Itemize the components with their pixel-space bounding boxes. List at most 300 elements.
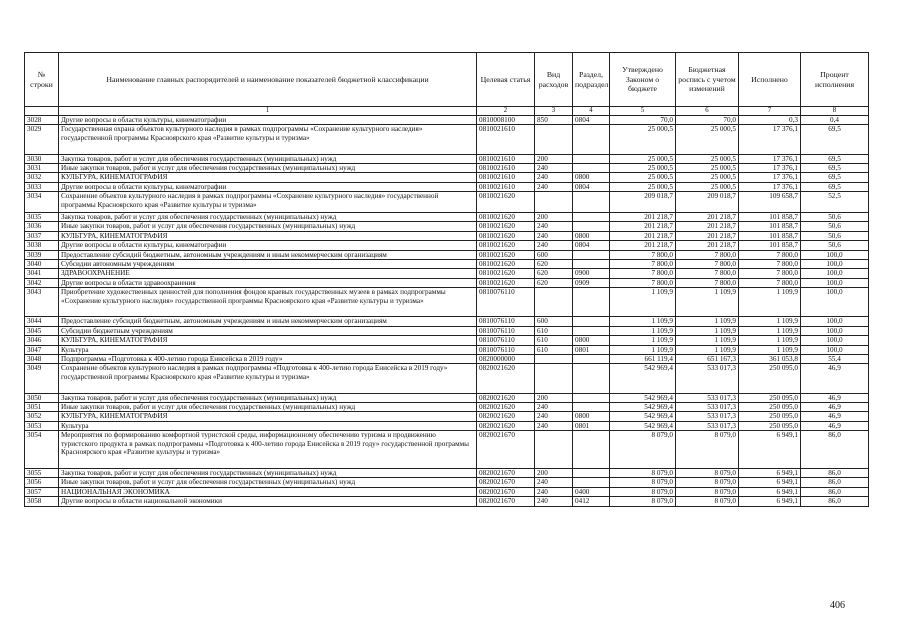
row-expense-type: 620 — [535, 269, 573, 278]
row-approved: 25 000,5 — [610, 154, 676, 163]
column-numbers-row — [25, 107, 869, 116]
column-number — [25, 107, 59, 116]
row-budget: 1 109,9 — [676, 345, 739, 354]
row-expense-type: 240 — [535, 222, 573, 231]
table-row — [25, 345, 869, 354]
row-percent: 50,6 — [801, 231, 869, 240]
row-section — [573, 364, 610, 393]
table-row — [25, 154, 869, 163]
row-name: Другие вопросы в области здравоохранения — [59, 278, 477, 287]
row-expense-type: 620 — [535, 260, 573, 269]
row-approved: 1 109,9 — [610, 288, 676, 317]
header-budget: Бюджетная роспись с учетом изменений — [676, 53, 739, 107]
row-number: 3058 — [25, 497, 59, 506]
row-executed: 1 109,9 — [739, 288, 801, 317]
header-target: Целевая статья — [477, 53, 535, 107]
row-section — [573, 431, 610, 469]
row-name: Закупка товаров, работ и услуг для обеспечения государственных (муниципальных) нужд — [59, 154, 477, 163]
row-approved: 8 079,0 — [610, 497, 676, 506]
column-number: 2 — [477, 107, 535, 116]
table-row — [25, 403, 869, 412]
row-section: 0400 — [573, 487, 610, 496]
row-number: 3049 — [25, 364, 59, 393]
row-expense-type: 240 — [535, 241, 573, 250]
row-executed: 101 858,7 — [739, 231, 801, 240]
row-executed: 1 109,9 — [739, 326, 801, 335]
row-budget: 533 017,3 — [676, 412, 739, 421]
row-approved: 201 218,7 — [610, 222, 676, 231]
table-row — [25, 497, 869, 506]
table-row — [25, 213, 869, 222]
row-section — [573, 154, 610, 163]
row-budget: 201 218,7 — [676, 222, 739, 231]
column-number: 5 — [610, 107, 676, 116]
row-number: 3048 — [25, 355, 59, 364]
row-target-code: 0820021620 — [477, 421, 535, 430]
row-name: Субсидии автономным учреждениям — [59, 260, 477, 269]
header-section: Раздел, подраздел — [573, 53, 610, 107]
table-row — [25, 317, 869, 326]
table-row — [25, 336, 869, 345]
table-row — [25, 487, 869, 496]
table-row — [25, 222, 869, 231]
row-executed: 0,3 — [739, 116, 801, 125]
row-section — [573, 403, 610, 412]
row-name: Подпрограмма «Подготовка к 400-летию города Енисейска в 2019 году» — [59, 355, 477, 364]
row-expense-type: 240 — [535, 164, 573, 173]
row-expense-type — [535, 364, 573, 393]
row-budget: 1 109,9 — [676, 326, 739, 335]
row-section — [573, 288, 610, 317]
row-number: 3043 — [25, 288, 59, 317]
table-row — [25, 431, 869, 469]
row-name: Культура — [59, 421, 477, 430]
row-expense-type: 600 — [535, 250, 573, 259]
row-budget: 533 017,3 — [676, 364, 739, 393]
header-percent: Процент исполнения — [801, 53, 869, 107]
row-section — [573, 192, 610, 213]
row-expense-type: 200 — [535, 393, 573, 402]
row-name: Культура — [59, 345, 477, 354]
row-target-code: 0820021620 — [477, 393, 535, 402]
table-row — [25, 182, 869, 191]
row-executed: 1 109,9 — [739, 345, 801, 354]
row-name: Мероприятия по формированию комфортной туристской среды, информационному обеспечению туризма и продвижению туристского продукта в рамках подпрограммы «Подготовка к 400-летию города Енисейска в 2019 году» государственной программы Красноярского края «Развитие культуры и туризма» — [59, 431, 477, 469]
row-number: 3030 — [25, 154, 59, 163]
row-budget: 25 000,5 — [676, 182, 739, 191]
row-number: 3054 — [25, 431, 59, 469]
row-name: Иные закупки товаров, работ и услуг для обеспечения государственных (муниципальных) нужд — [59, 403, 477, 412]
row-executed: 6 949,1 — [739, 431, 801, 469]
row-name: Другие вопросы в области культуры, кинематографии — [59, 241, 477, 250]
row-percent: 55,4 — [801, 355, 869, 364]
row-approved: 201 218,7 — [610, 241, 676, 250]
row-target-code: 0820021670 — [477, 497, 535, 506]
row-expense-type: 850 — [535, 116, 573, 125]
table-row — [25, 468, 869, 477]
header-name: Наименование главных распорядителей и наименование показателей бюджетной классификации — [59, 53, 477, 107]
row-section — [573, 213, 610, 222]
row-number: 3039 — [25, 250, 59, 259]
table-row — [25, 192, 869, 213]
row-section: 0804 — [573, 116, 610, 125]
row-expense-type: 240 — [535, 478, 573, 487]
row-percent: 50,6 — [801, 213, 869, 222]
row-name: Другие вопросы в области культуры, кинематографии — [59, 182, 477, 191]
row-percent: 50,6 — [801, 241, 869, 250]
row-percent: 100,0 — [801, 317, 869, 326]
row-target-code: 0810021620 — [477, 269, 535, 278]
table-row — [25, 231, 869, 240]
row-expense-type: 200 — [535, 154, 573, 163]
row-approved: 542 969,4 — [610, 412, 676, 421]
row-target-code: 0820000000 — [477, 355, 535, 364]
row-section: 0800 — [573, 412, 610, 421]
row-name: ЗДРАВООХРАНЕНИЕ — [59, 269, 477, 278]
row-target-code: 0810076110 — [477, 345, 535, 354]
row-budget: 1 109,9 — [676, 288, 739, 317]
row-executed: 17 376,1 — [739, 125, 801, 154]
row-section: 0900 — [573, 269, 610, 278]
table-row — [25, 269, 869, 278]
table-row — [25, 326, 869, 335]
row-target-code: 0810076110 — [477, 336, 535, 345]
row-budget: 8 079,0 — [676, 478, 739, 487]
row-name: НАЦИОНАЛЬНАЯ ЭКОНОМИКА — [59, 487, 477, 496]
row-approved: 1 109,9 — [610, 345, 676, 354]
row-target-code: 0820021620 — [477, 364, 535, 393]
header-approved: Утверждено Законом о бюджете — [610, 53, 676, 107]
row-budget: 201 218,7 — [676, 241, 739, 250]
row-approved: 25 000,5 — [610, 173, 676, 182]
row-section: 0800 — [573, 336, 610, 345]
table-row — [25, 288, 869, 317]
row-expense-type: 200 — [535, 468, 573, 477]
row-target-code: 0810021620 — [477, 278, 535, 287]
row-approved: 70,0 — [610, 116, 676, 125]
row-target-code: 0820021670 — [477, 487, 535, 496]
row-budget: 7 800,0 — [676, 269, 739, 278]
column-number: 3 — [535, 107, 573, 116]
row-number: 3042 — [25, 278, 59, 287]
row-target-code: 0820021670 — [477, 431, 535, 469]
row-target-code: 0810021610 — [477, 164, 535, 173]
row-executed: 7 800,0 — [739, 250, 801, 259]
row-name: Предоставление субсидий бюджетным, автономным учреждениям и иным некоммерческим организациям — [59, 317, 477, 326]
row-executed: 17 376,1 — [739, 182, 801, 191]
row-percent: 86,0 — [801, 468, 869, 477]
row-section: 0800 — [573, 173, 610, 182]
row-percent: 69,5 — [801, 125, 869, 154]
row-number: 3052 — [25, 412, 59, 421]
row-approved: 8 079,0 — [610, 468, 676, 477]
row-approved: 661 119,4 — [610, 355, 676, 364]
row-expense-type: 200 — [535, 213, 573, 222]
row-number: 3033 — [25, 182, 59, 191]
row-percent: 100,0 — [801, 278, 869, 287]
row-section — [573, 250, 610, 259]
row-approved: 7 800,0 — [610, 269, 676, 278]
row-section: 0801 — [573, 345, 610, 354]
row-budget: 209 018,7 — [676, 192, 739, 213]
row-executed: 250 095,0 — [739, 393, 801, 402]
row-approved: 1 109,9 — [610, 336, 676, 345]
row-approved: 8 079,0 — [610, 478, 676, 487]
column-number: 4 — [573, 107, 610, 116]
header-row-no: № строки — [25, 53, 59, 107]
row-executed: 1 109,9 — [739, 336, 801, 345]
row-target-code: 0810008100 — [477, 116, 535, 125]
row-expense-type: 240 — [535, 173, 573, 182]
row-percent: 86,0 — [801, 431, 869, 469]
row-executed: 101 858,7 — [739, 222, 801, 231]
row-name: Предоставление субсидий бюджетным, автономным учреждениям и иным некоммерческим организациям — [59, 250, 477, 259]
row-approved: 542 969,4 — [610, 421, 676, 430]
row-target-code: 0810021620 — [477, 222, 535, 231]
row-executed: 17 376,1 — [739, 173, 801, 182]
table-row — [25, 250, 869, 259]
row-section: 0909 — [573, 278, 610, 287]
row-percent: 86,0 — [801, 487, 869, 496]
row-expense-type: 610 — [535, 345, 573, 354]
row-budget: 8 079,0 — [676, 497, 739, 506]
row-executed: 361 053,8 — [739, 355, 801, 364]
row-percent: 100,0 — [801, 269, 869, 278]
row-budget: 533 017,3 — [676, 393, 739, 402]
row-approved: 201 218,7 — [610, 231, 676, 240]
row-budget: 7 800,0 — [676, 278, 739, 287]
row-executed: 7 800,0 — [739, 278, 801, 287]
row-budget: 651 167,3 — [676, 355, 739, 364]
row-expense-type: 240 — [535, 487, 573, 496]
row-budget: 533 017,3 — [676, 403, 739, 412]
row-percent: 46,9 — [801, 403, 869, 412]
row-approved: 542 969,4 — [610, 403, 676, 412]
row-percent: 100,0 — [801, 250, 869, 259]
row-approved: 7 800,0 — [610, 260, 676, 269]
row-executed: 6 949,1 — [739, 497, 801, 506]
row-percent: 100,0 — [801, 336, 869, 345]
row-expense-type: 620 — [535, 278, 573, 287]
row-target-code: 0810076110 — [477, 326, 535, 335]
row-name: КУЛЬТУРА, КИНЕМАТОГРАФИЯ — [59, 412, 477, 421]
row-expense-type — [535, 288, 573, 317]
row-approved: 8 079,0 — [610, 431, 676, 469]
row-expense-type: 240 — [535, 412, 573, 421]
row-percent: 69,5 — [801, 154, 869, 163]
row-budget: 25 000,5 — [676, 164, 739, 173]
row-approved: 542 969,4 — [610, 393, 676, 402]
row-executed: 250 095,0 — [739, 412, 801, 421]
row-name: Иные закупки товаров, работ и услуг для обеспечения государственных (муниципальных) нужд — [59, 164, 477, 173]
row-expense-type: 240 — [535, 421, 573, 430]
row-approved: 25 000,5 — [610, 164, 676, 173]
row-percent: 100,0 — [801, 260, 869, 269]
row-number: 3046 — [25, 336, 59, 345]
row-target-code: 0820021670 — [477, 468, 535, 477]
row-section: 0801 — [573, 421, 610, 430]
row-executed: 7 800,0 — [739, 269, 801, 278]
row-number: 3035 — [25, 213, 59, 222]
row-target-code: 0810021620 — [477, 192, 535, 213]
row-executed: 109 658,7 — [739, 192, 801, 213]
row-percent: 86,0 — [801, 497, 869, 506]
row-expense-type — [535, 125, 573, 154]
row-target-code: 0820021620 — [477, 412, 535, 421]
table-row — [25, 478, 869, 487]
row-expense-type: 240 — [535, 182, 573, 191]
row-number: 3032 — [25, 173, 59, 182]
row-target-code: 0820021670 — [477, 478, 535, 487]
row-number: 3029 — [25, 125, 59, 154]
row-budget: 7 800,0 — [676, 250, 739, 259]
table-row — [25, 173, 869, 182]
table-row — [25, 116, 869, 125]
row-number: 3053 — [25, 421, 59, 430]
row-executed: 250 095,0 — [739, 421, 801, 430]
row-approved: 1 109,9 — [610, 317, 676, 326]
table-row — [25, 355, 869, 364]
row-executed: 17 376,1 — [739, 164, 801, 173]
row-number: 3056 — [25, 478, 59, 487]
row-name: Иные закупки товаров, работ и услуг для обеспечения государственных (муниципальных) нужд — [59, 222, 477, 231]
row-section: 0804 — [573, 182, 610, 191]
column-number: 6 — [676, 107, 739, 116]
row-target-code: 0810021610 — [477, 173, 535, 182]
row-target-code: 0810021610 — [477, 125, 535, 154]
table-row — [25, 412, 869, 421]
row-name: Иные закупки товаров, работ и услуг для обеспечения государственных (муниципальных) нужд — [59, 478, 477, 487]
row-section — [573, 164, 610, 173]
row-executed: 250 095,0 — [739, 403, 801, 412]
table-row — [25, 393, 869, 402]
row-executed: 6 949,1 — [739, 478, 801, 487]
row-expense-type — [535, 355, 573, 364]
row-section — [573, 326, 610, 335]
table-row — [25, 164, 869, 173]
row-number: 3041 — [25, 269, 59, 278]
row-budget: 201 218,7 — [676, 231, 739, 240]
row-approved: 25 000,5 — [610, 125, 676, 154]
row-expense-type: 610 — [535, 336, 573, 345]
row-percent: 69,5 — [801, 173, 869, 182]
page-number: 406 — [830, 600, 845, 611]
row-percent: 100,0 — [801, 326, 869, 335]
row-number: 3057 — [25, 487, 59, 496]
row-target-code: 0810021610 — [477, 154, 535, 163]
row-percent: 86,0 — [801, 478, 869, 487]
row-executed: 1 109,9 — [739, 317, 801, 326]
row-number: 3037 — [25, 231, 59, 240]
row-executed: 6 949,1 — [739, 468, 801, 477]
row-name: Другие вопросы в области культуры, кинематографии — [59, 116, 477, 125]
row-percent: 0,4 — [801, 116, 869, 125]
row-percent: 46,9 — [801, 421, 869, 430]
row-number: 3050 — [25, 393, 59, 402]
row-budget: 1 109,9 — [676, 336, 739, 345]
row-budget: 8 079,0 — [676, 468, 739, 477]
row-target-code: 0810076110 — [477, 317, 535, 326]
row-number: 3028 — [25, 116, 59, 125]
row-expense-type — [535, 192, 573, 213]
row-target-code: 0810021620 — [477, 241, 535, 250]
row-expense-type: 240 — [535, 403, 573, 412]
table-row — [25, 364, 869, 393]
header-row — [25, 53, 869, 107]
row-percent: 52,5 — [801, 192, 869, 213]
row-budget: 8 079,0 — [676, 431, 739, 469]
row-number: 3055 — [25, 468, 59, 477]
row-percent: 50,6 — [801, 222, 869, 231]
row-number: 3044 — [25, 317, 59, 326]
table-row — [25, 278, 869, 287]
row-percent: 69,5 — [801, 182, 869, 191]
row-target-code: 0810076110 — [477, 288, 535, 317]
row-section: 0800 — [573, 231, 610, 240]
column-number: 8 — [801, 107, 869, 116]
row-section — [573, 355, 610, 364]
row-target-code: 0810021610 — [477, 182, 535, 191]
row-target-code: 0810021620 — [477, 213, 535, 222]
row-approved: 542 969,4 — [610, 364, 676, 393]
row-budget: 8 079,0 — [676, 487, 739, 496]
row-percent: 100,0 — [801, 345, 869, 354]
row-approved: 8 079,0 — [610, 487, 676, 496]
row-target-code: 0820021620 — [477, 403, 535, 412]
row-budget: 201 218,7 — [676, 213, 739, 222]
row-expense-type: 610 — [535, 326, 573, 335]
row-executed: 101 858,7 — [739, 241, 801, 250]
row-number: 3045 — [25, 326, 59, 335]
row-percent: 69,5 — [801, 164, 869, 173]
table-row — [25, 241, 869, 250]
table-row — [25, 260, 869, 269]
row-executed: 250 095,0 — [739, 364, 801, 393]
row-percent: 46,9 — [801, 412, 869, 421]
row-name: КУЛЬТУРА, КИНЕМАТОГРАФИЯ — [59, 231, 477, 240]
row-section — [573, 478, 610, 487]
row-section — [573, 317, 610, 326]
row-number: 3036 — [25, 222, 59, 231]
header-executed: Исполнено — [739, 53, 801, 107]
row-number: 3040 — [25, 260, 59, 269]
row-approved: 1 109,9 — [610, 326, 676, 335]
column-number: 7 — [739, 107, 801, 116]
header-type: Вид расходов — [535, 53, 573, 107]
row-target-code: 0810021620 — [477, 231, 535, 240]
row-name: КУЛЬТУРА, КИНЕМАТОГРАФИЯ — [59, 173, 477, 182]
row-expense-type: 240 — [535, 231, 573, 240]
row-budget: 25 000,5 — [676, 154, 739, 163]
row-number: 3038 — [25, 241, 59, 250]
row-section — [573, 468, 610, 477]
row-approved: 25 000,5 — [610, 182, 676, 191]
row-name: Субсидии бюджетным учреждениям — [59, 326, 477, 335]
row-executed: 101 858,7 — [739, 213, 801, 222]
row-number: 3051 — [25, 403, 59, 412]
row-approved: 7 800,0 — [610, 250, 676, 259]
row-name: Сохранение объектов культурного наследия в рамках подпрограммы «Сохранение культурного наследия» государственной программы Красноярского края «Развитие культуры и туризма» — [59, 192, 477, 213]
row-approved: 201 218,7 — [610, 213, 676, 222]
row-name: КУЛЬТУРА, КИНЕМАТОГРАФИЯ — [59, 336, 477, 345]
row-name: Сохранение объектов культурного наследия в рамках подпрограммы «Подготовка к 400-летию города Енисейска в 2019 году» государственной программы Красноярского края «Развитие культуры и туризма» — [59, 364, 477, 393]
row-approved: 7 800,0 — [610, 278, 676, 287]
budget-table — [24, 52, 869, 507]
row-budget: 7 800,0 — [676, 260, 739, 269]
row-name: Приобретение художественных ценностей для пополнения фондов краевых государственных музеев в рамках подпрограммы «Сохранение культурного наследия» государственной программы Красноярского края «Развитие культуры и туризма» — [59, 288, 477, 317]
table-body — [25, 116, 869, 507]
row-section — [573, 125, 610, 154]
